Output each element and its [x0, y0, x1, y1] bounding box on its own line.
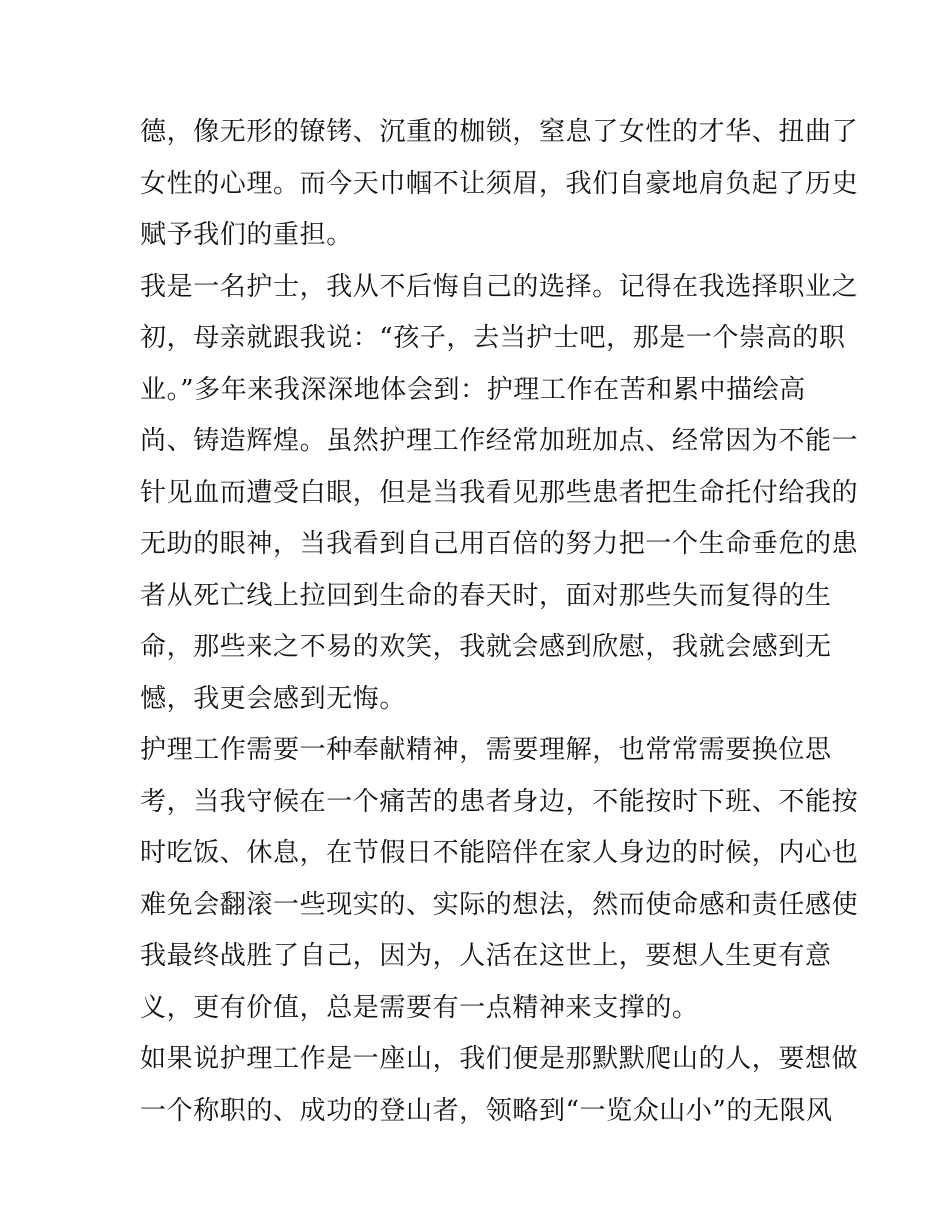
text-line: 我最终战胜了自己，因为，人活在这世上，要想人生更有意: [140, 941, 832, 971]
text-line: 我是一名护士，我从不后悔自己的选择。记得在我选择职业之: [140, 271, 859, 302]
text-line: 义，更有价值，总是需要有一点精神来支撑的。: [140, 992, 699, 1023]
text-line: 难免会翻滚一些现实的、实际的想法，然而使命感和责任感使: [140, 889, 859, 920]
text-line: 针见血而遭受白眼，但是当我看见那些患者把生命托付给我的: [140, 477, 859, 508]
text-line: 时吃饭、休息，在节假日不能陪伴在家人身边的时候，内心也: [140, 838, 859, 868]
text-line: 无助的眼神，当我看到自己用百倍的努力把一个生命垂危的患: [140, 529, 859, 559]
text-line: 如果说护理工作是一座山，我们便是那默默爬山的人，要想做: [140, 1044, 859, 1074]
body-text: [140, 107, 859, 1137]
text-line: 憾，我更会感到无悔。: [140, 683, 407, 714]
text-line: 护理工作需要一种奉献精神，需要理解，也常常需要换位思: [140, 735, 832, 765]
text-line: 考，当我守候在一个痛苦的患者身边，不能按时下班、不能按: [140, 786, 859, 817]
text-line: 初，母亲就跟我说：“孩子，去当护士吧，那是一个崇高的职: [140, 323, 846, 353]
text-line: 赋予我们的重担。: [140, 220, 353, 250]
text-line: 业。”多年来我深深地体会到：护理工作在苦和累中描绘高: [140, 374, 806, 405]
text-line: 女性的心理。而今天巾帼不让须眉，我们自豪地肩负起了历史: [140, 168, 859, 199]
text-line: 者从死亡线上拉回到生命的春天时，面对那些失而复得的生: [140, 580, 832, 611]
text-line: 尚、铸造辉煌。虽然护理工作经常加班加点、经常因为不能一: [140, 426, 859, 456]
text-line: 命，那些来之不易的欢笑，我就会感到欣慰，我就会感到无: [140, 632, 832, 662]
text-line: 德，像无形的镣铐、沉重的枷锁，窒息了女性的才华、扭曲了: [140, 117, 859, 147]
text-line: 一个称职的、成功的登山者，领略到“一览众山小”的无限风: [140, 1095, 833, 1126]
